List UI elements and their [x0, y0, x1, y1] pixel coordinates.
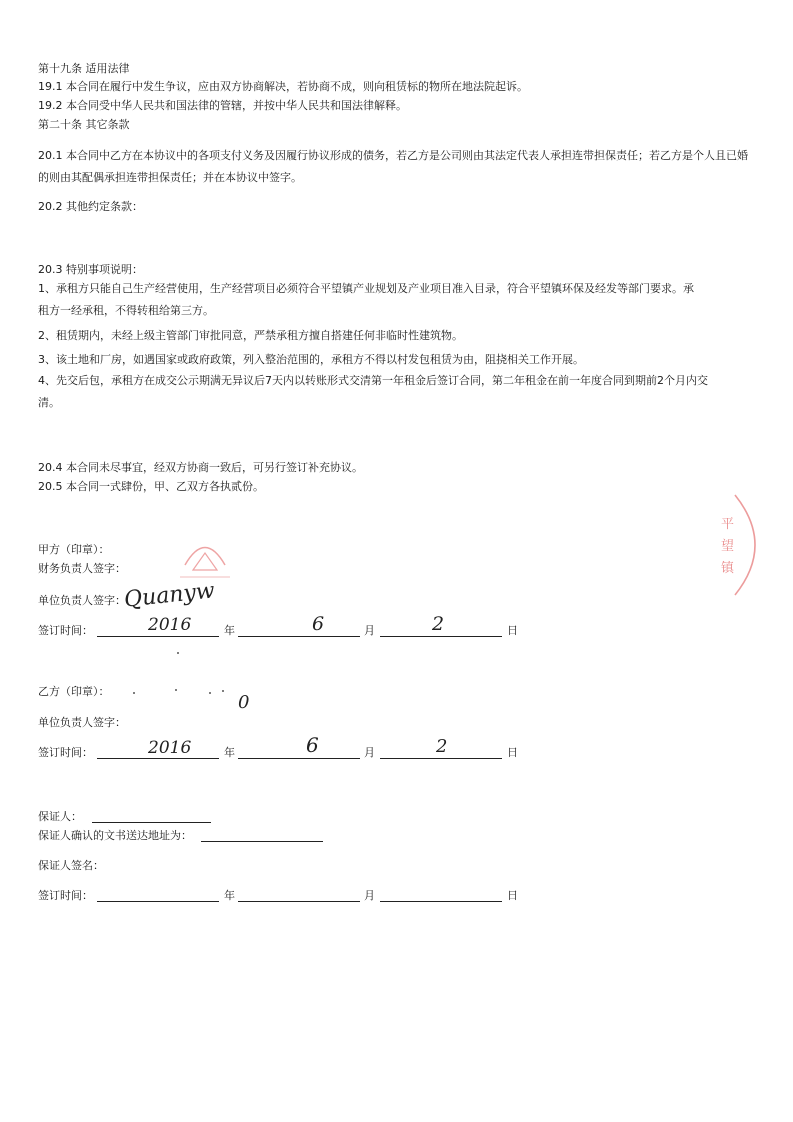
- clause-20-5: 20.5 本合同一式肆份，甲、乙双方各执贰份。: [38, 480, 264, 493]
- party-a-unit-label: 单位负责人签字：: [38, 594, 126, 607]
- clause-19-2: 19.2 本合同受中华人民共和国法律的管辖，并按中华人民共和国法律解释。: [38, 99, 407, 112]
- party-b-month-line: [238, 758, 360, 759]
- article-19-title: 第十九条 适用法律: [38, 62, 130, 75]
- clause-20-1: 20.1 本合同中乙方在本协议中的各项支付义务及因履行协议形成的债务，若乙方是公司则由其法定代表人承担连带担保责任；若乙方是个人且已婚的则由其配偶承担连带担保责任；并在本协议中签字。: [38, 149, 748, 184]
- clause-20-4: 20.4 本合同未尽事宜，经双方协商一致后，可另行签订补充协议。: [38, 461, 363, 474]
- ink-dot: [222, 690, 224, 692]
- guarantor-address-line: [201, 841, 323, 842]
- party-a-day-label: 日: [507, 624, 518, 637]
- special-item-4: 4、先交后包，承租方在成交公示期满无异议后7天内以转账形式交清第一年租金后签订合同，第二年租金在前一年度合同到期前2个月内交清。: [38, 374, 708, 409]
- guarantor-day-line: [380, 901, 502, 902]
- ink-dot: [175, 689, 177, 691]
- guarantor-month-line: [238, 901, 360, 902]
- special-item-1: 1、承租方只能自己生产经营使用，生产经营项目必须符合平望镇产业规划及产业项目准入目录，符合平望镇环保及经发等部门要求。承租方一经承租，不得转租给第三方。: [38, 282, 694, 317]
- party-a-month-value: 6: [312, 613, 325, 635]
- party-b-handwritten-mark: 0: [238, 692, 250, 713]
- party-b-day-line: [380, 758, 502, 759]
- svg-text:镇: 镇: [721, 561, 735, 576]
- party-a-year-line: [97, 636, 219, 637]
- svg-text:望: 望: [721, 539, 735, 554]
- party-b-month-value: 6: [306, 733, 319, 757]
- clause-20-2: 20.2 其他约定条款：: [38, 200, 143, 213]
- edge-seal: [705, 490, 765, 600]
- party-a-finance-label: 财务负责人签字：: [38, 562, 126, 575]
- guarantor-label: 保证人：: [38, 810, 82, 823]
- clause-19-1: 19.1 本合同在履行中发生争议，应由双方协商解决，若协商不成，则向租赁标的物所在地法院起诉。: [38, 80, 528, 93]
- special-item-2: 2、租赁期内，未经上级主管部门审批同意，严禁承租方擅自搭建任何非临时性建筑物。: [38, 329, 463, 342]
- guarantor-address-label: 保证人确认的文书送达地址为：: [38, 829, 192, 842]
- ink-dot: [177, 652, 179, 654]
- party-b-year-value: 2016: [148, 738, 192, 758]
- guarantor-year-label: 年: [224, 889, 235, 902]
- party-a-month-label: 月: [364, 624, 375, 637]
- clause-20-3: 20.3 特别事项说明：: [38, 263, 143, 276]
- ink-dot: [209, 692, 211, 694]
- party-a-label: 甲方（印章）：: [38, 543, 110, 556]
- guarantor-sign-label: 保证人签名：: [38, 859, 104, 872]
- guarantor-line: [92, 822, 211, 823]
- guarantor-time-label: 签订时间：: [38, 889, 93, 902]
- party-a-seal: [165, 525, 245, 585]
- party-a-day-line: [380, 636, 502, 637]
- guarantor-month-label: 月: [364, 889, 375, 902]
- party-a-time-label: 签订时间：: [38, 624, 93, 637]
- ink-dot: [133, 692, 135, 694]
- party-b-year-label: 年: [224, 746, 235, 759]
- party-a-month-line: [238, 636, 360, 637]
- guarantor-day-label: 日: [507, 889, 518, 902]
- party-a-unit-signature: Quanyw: [122, 578, 216, 613]
- party-b-day-value: 2: [436, 736, 448, 757]
- special-item-3: 3、该土地和厂房，如遇国家或政府政策，列入整治范围的，承租方不得以村发包租赁为由，阻挠相关工作开展。: [38, 353, 584, 366]
- party-b-day-label: 日: [507, 746, 518, 759]
- party-b-year-line: [97, 758, 219, 759]
- party-b-time-label: 签订时间：: [38, 746, 93, 759]
- party-a-day-value: 2: [432, 613, 445, 635]
- svg-text:平: 平: [721, 517, 735, 532]
- article-20-title: 第二十条 其它条款: [38, 118, 130, 131]
- party-a-year-label: 年: [224, 624, 235, 637]
- party-b-unit-label: 单位负责人签字：: [38, 716, 126, 729]
- party-b-month-label: 月: [364, 746, 375, 759]
- party-b-label: 乙方（印章）：: [38, 685, 110, 698]
- party-a-year-value: 2016: [148, 615, 192, 635]
- guarantor-year-line: [97, 901, 219, 902]
